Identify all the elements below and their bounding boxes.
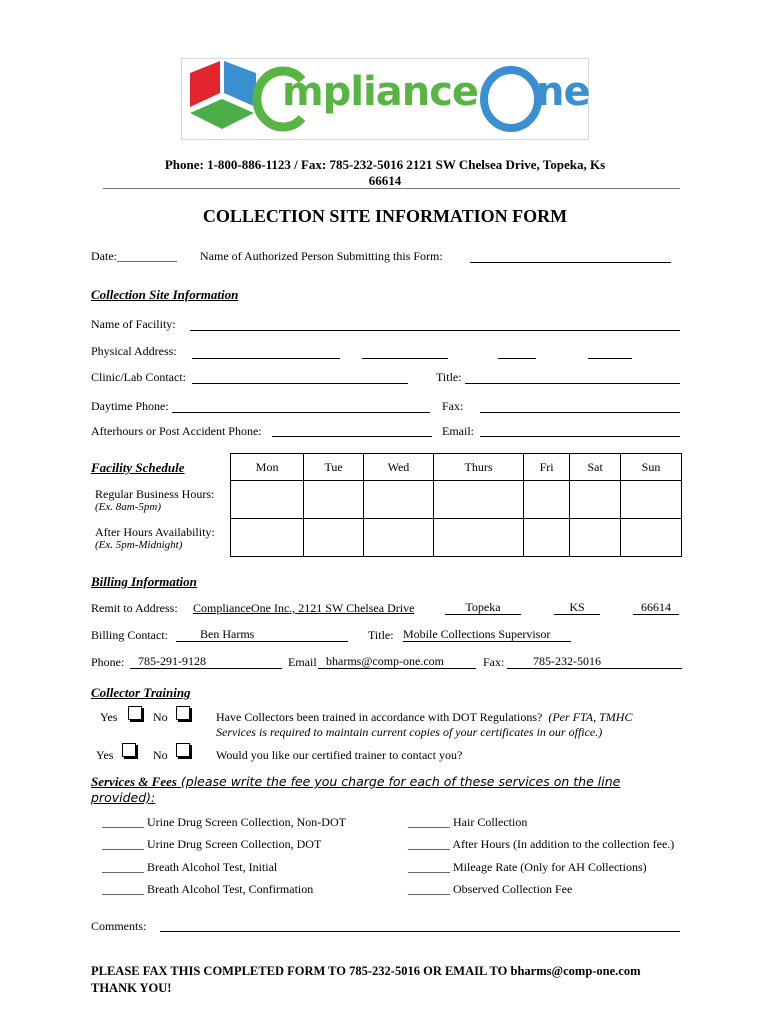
q1-note-line2: Services is required to maintain current copies of your certificates in our office.) (216, 725, 603, 739)
regular-hours-mon[interactable] (231, 481, 304, 519)
services-heading-note: (please write the fee you charge for each of these services on the line (176, 774, 621, 789)
day-thurs: Thurs (434, 454, 524, 481)
service-label: Mileage Rate (Only for AH Collections) (453, 860, 647, 874)
contact-line-2: 66614 (368, 173, 402, 188)
afterhours-phone-field[interactable] (272, 436, 432, 437)
q2-yes-checkbox[interactable] (122, 743, 136, 757)
remit-zip-field[interactable] (633, 601, 679, 615)
address-state-field[interactable] (498, 358, 536, 359)
service-right-2[interactable] (408, 837, 674, 852)
after-hours-sat[interactable] (570, 519, 621, 557)
header-divider (103, 188, 680, 189)
regular-hours-sat[interactable] (570, 481, 621, 519)
regular-hours-fri[interactable] (523, 481, 569, 519)
fee-blank: _______ (408, 860, 450, 874)
billing-contact-field[interactable] (176, 628, 348, 642)
services-heading-note-line2: provided): (91, 790, 156, 805)
day-wed: Wed (363, 454, 433, 481)
remit-city-value: Topeka (465, 600, 501, 614)
title-label: Title: (436, 370, 462, 384)
fax-field[interactable] (480, 412, 680, 413)
authorized-person-field[interactable] (470, 262, 671, 263)
fee-blank: _______ (408, 882, 450, 896)
remit-zip-value: 66614 (641, 600, 671, 614)
q2-yes-label: Yes (96, 748, 114, 762)
q2-no-label: No (153, 748, 168, 762)
after-hours-mon[interactable] (231, 519, 304, 557)
fax-label: Fax: (442, 399, 464, 413)
q1-yes-label: Yes (100, 710, 118, 724)
regular-hours-tue[interactable] (304, 481, 364, 519)
site-info-heading: Collection Site Information (91, 287, 239, 302)
billing-title-value: Mobile Collections Supervisor (403, 627, 551, 641)
fee-blank: _______ (102, 815, 144, 829)
address-city-field[interactable] (362, 358, 448, 359)
after-hours-fri[interactable] (523, 519, 569, 557)
afterhours-phone-label: Afterhours or Post Accident Phone: (91, 424, 262, 438)
after-hours-sun[interactable] (620, 519, 681, 557)
billing-phone-field[interactable] (130, 655, 282, 669)
q2-question: Would you like our certified trainer to contact you? (216, 748, 463, 762)
after-hours-wed[interactable] (363, 519, 433, 557)
day-mon: Mon (231, 454, 304, 481)
q2-no-checkbox[interactable] (176, 743, 190, 757)
services-heading-title: Services & Fees (91, 774, 177, 789)
after-hours-label: After Hours Availability: (95, 525, 215, 539)
facility-field[interactable] (190, 330, 680, 331)
day-sat: Sat (570, 454, 621, 481)
fee-blank: _______ (408, 815, 450, 829)
service-right-4[interactable] (408, 882, 572, 897)
remit-state-field[interactable] (554, 601, 600, 615)
address-zip-field[interactable] (588, 358, 632, 359)
email-field[interactable] (480, 436, 680, 437)
billing-phone-value: 785-291-9128 (138, 654, 206, 668)
footer-instruction: PLEASE FAX THIS COMPLETED FORM TO 785-232-5016 OR EMAIL TO bharms@comp-one.com (91, 964, 641, 978)
service-label: Observed Collection Fee (453, 882, 573, 896)
address-street-field[interactable] (192, 358, 340, 359)
q1-question-text: Have Collectors been trained in accordance with DOT Regulations? (216, 710, 543, 724)
day-tue: Tue (304, 454, 364, 481)
contact-label: Clinic/Lab Contact: (91, 370, 186, 384)
contact-line-1: Phone: 1-800-886-1123 / Fax: 785-232-5016 2121 SW Chelsea Drive, Topeka, Ks (164, 157, 606, 172)
address-label: Physical Address: (91, 344, 177, 358)
billing-fax-value: 785-232-5016 (533, 654, 601, 668)
daytime-phone-label: Daytime Phone: (91, 399, 169, 413)
service-label: Breath Alcohol Test, Confirmation (147, 882, 314, 896)
fee-blank: _______ (408, 837, 450, 851)
fee-blank: _______ (102, 860, 144, 874)
billing-contact-value: Ben Harms (200, 627, 255, 641)
service-label: Hair Collection (453, 815, 528, 829)
email-label: Email: (442, 424, 474, 438)
billing-heading: Billing Information (91, 574, 197, 589)
regular-hours-thurs[interactable] (434, 481, 524, 519)
authorized-person-label: Name of Authorized Person Submitting this Form: (200, 249, 443, 263)
fee-blank: _______ (102, 837, 144, 851)
after-hours-hint: (Ex. 5pm-Midnight) (95, 539, 183, 551)
form-title: COLLECTION SITE INFORMATION FORM (202, 206, 568, 226)
q1-yes-checkbox[interactable] (128, 706, 142, 720)
service-right-3[interactable] (408, 860, 647, 875)
service-label: After Hours (In addition to the collection fee.) (452, 837, 675, 851)
service-left-3[interactable] (102, 860, 277, 875)
regular-hours-wed[interactable] (363, 481, 433, 519)
logo-wordmark: mpliance ne (282, 69, 590, 115)
regular-hours-hint: (Ex. 8am-5pm) (95, 501, 161, 513)
service-left-4[interactable] (102, 882, 313, 897)
service-left-2[interactable] (102, 837, 321, 852)
after-hours-tue[interactable] (304, 519, 364, 557)
services-heading (91, 774, 620, 790)
facility-label: Name of Facility: (91, 317, 176, 331)
remit-label: Remit to Address: (91, 601, 178, 615)
contact-field[interactable] (192, 383, 408, 384)
q1-no-checkbox[interactable] (176, 706, 190, 720)
regular-hours-sun[interactable] (620, 481, 681, 519)
service-left-1[interactable] (102, 815, 346, 830)
title-field[interactable] (465, 383, 680, 384)
service-label: Urine Drug Screen Collection, Non-DOT (147, 815, 346, 829)
billing-email-value: bharms@comp-one.com (326, 654, 445, 668)
q1-note: (Per FTA, TMHC (548, 710, 633, 724)
daytime-phone-field[interactable] (172, 412, 430, 413)
remit-address-field[interactable]: ComplianceOne Inc., 2121 SW Chelsea Drive (193, 601, 415, 615)
training-heading: Collector Training (91, 685, 191, 700)
q1-question (216, 710, 632, 725)
q1-no-label: No (153, 710, 168, 724)
billing-title-field[interactable] (403, 628, 571, 642)
schedule-heading: Facility Schedule (91, 460, 185, 475)
after-hours-thurs[interactable] (434, 519, 524, 557)
day-sun: Sun (620, 454, 681, 481)
day-fri: Fri (523, 454, 569, 481)
remit-state-value: KS (569, 600, 585, 614)
fee-blank: _______ (102, 882, 144, 896)
logo (181, 58, 589, 140)
regular-hours-label: Regular Business Hours: (95, 487, 215, 501)
service-label: Breath Alcohol Test, Initial (147, 860, 278, 874)
billing-fax-label: Fax: (483, 655, 505, 669)
service-label: Urine Drug Screen Collection, DOT (147, 837, 322, 851)
remit-city-field[interactable] (445, 601, 521, 615)
comments-field[interactable] (160, 931, 680, 932)
service-right-1[interactable] (408, 815, 527, 830)
comments-label: Comments: (91, 919, 147, 933)
billing-contact-label: Billing Contact: (91, 628, 168, 642)
schedule-grid (230, 453, 682, 557)
billing-fax-field[interactable] (507, 655, 682, 669)
billing-title-label: Title: (368, 628, 394, 642)
date-label: Date:__________ (91, 249, 177, 263)
billing-email-label: Email (288, 655, 317, 669)
footer-thanks: THANK YOU! (91, 981, 172, 995)
billing-phone-label: Phone: (91, 655, 125, 669)
billing-email-field[interactable] (318, 655, 476, 669)
